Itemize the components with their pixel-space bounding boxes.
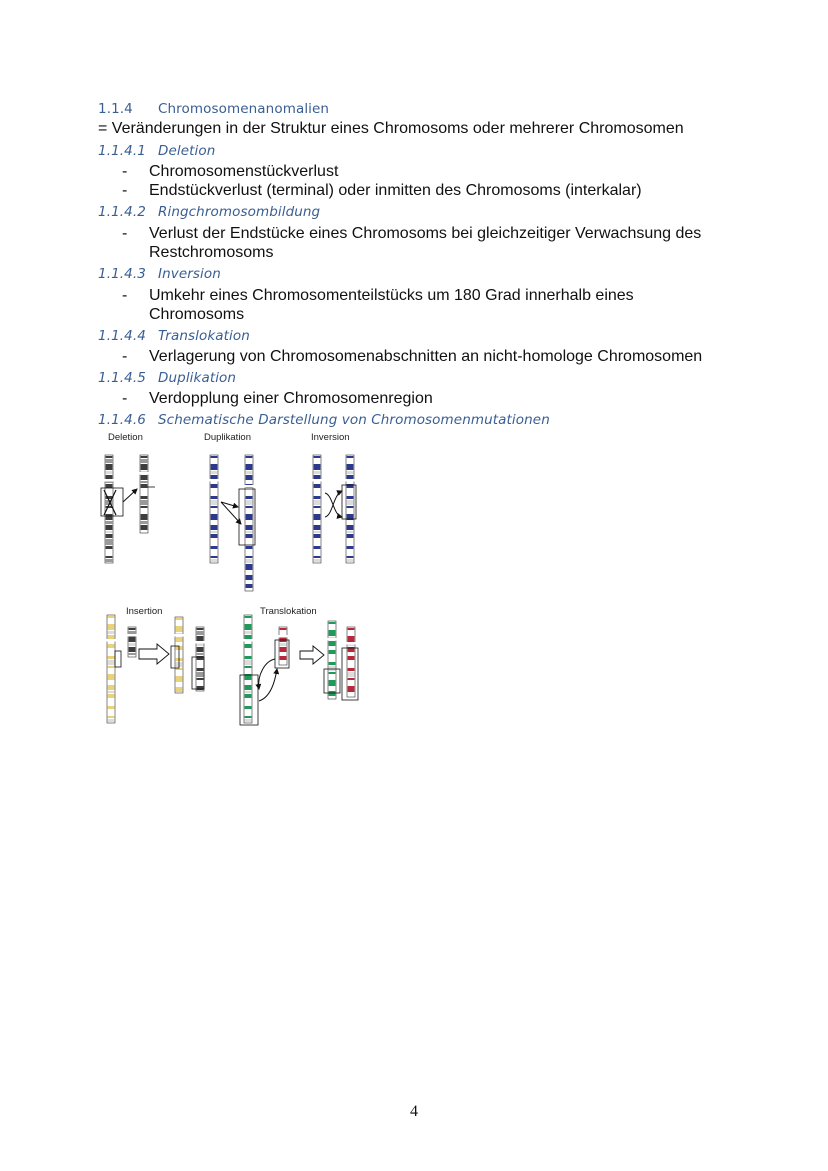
figure-label-deletion: Deletion — [108, 432, 143, 443]
list-item-text: Chromosomenstückverlust — [149, 163, 339, 180]
chromosome-inversion-original — [313, 455, 322, 563]
chromosome-mutation-diagram — [95, 445, 370, 735]
subsection-number: 1.1.4.5 — [98, 370, 146, 386]
subsection-heading-translocation — [98, 328, 250, 344]
chromosome-insertion-recipient — [107, 615, 116, 723]
subsection-number: 1.1.4.4 — [98, 328, 146, 344]
subsection-heading-inversion — [98, 266, 221, 282]
list-item-text: Umkehr eines Chromosomenteilstücks um 180 Grad innerhalb eines Chromosoms — [149, 287, 634, 323]
subsection-number: 1.1.4.6 — [98, 412, 146, 428]
chromosome-insertion-donor — [128, 627, 137, 657]
translocation-marks — [240, 640, 358, 725]
subsection-heading-duplication — [98, 370, 236, 386]
chromosome-translocation-a — [244, 615, 253, 723]
chromosome-translocation-result-a — [328, 621, 337, 699]
subsection-number: 1.1.4.1 — [98, 143, 146, 159]
figure-label-insertion: Insertion — [126, 606, 163, 617]
chromosome-deletion-original — [105, 455, 114, 563]
chromosome-insertion-result-b — [196, 627, 205, 691]
chromosome-translocation-result-b — [347, 627, 356, 697]
section-title: Chromosomenanomalien — [158, 101, 330, 117]
page-number: 4 — [410, 1103, 418, 1120]
figure-label-duplication: Duplikation — [204, 432, 251, 443]
definition-text: = Veränderungen in der Struktur eines Chromosoms oder mehrerer Chromosomen — [98, 120, 684, 137]
section-heading — [98, 101, 329, 117]
list-item-text: Verlagerung von Chromosomenabschnitten an nicht-homologe Chromosomen — [149, 348, 703, 365]
subsection-heading-ring — [98, 204, 320, 220]
subsection-title: Duplikation — [158, 370, 237, 386]
list-item-text: Endstückverlust (terminal) oder inmitten des Chromosoms (interkalar) — [149, 182, 642, 199]
chromosome-translocation-b — [279, 627, 288, 665]
chromosome-inversion-result — [346, 455, 355, 563]
subsection-title: Schematische Darstellung von Chromosomenmutationen — [158, 412, 550, 428]
subsection-number: 1.1.4.3 — [98, 266, 146, 282]
list-item-text: Verdopplung einer Chromosomenregion — [149, 390, 433, 407]
subsection-number: 1.1.4.2 — [98, 204, 146, 220]
subsection-title: Ringchromosombildung — [158, 204, 321, 220]
subsection-title: Inversion — [158, 266, 221, 282]
section-number: 1.1.4 — [98, 101, 133, 117]
figure-label-inversion: Inversion — [311, 432, 350, 443]
subsection-heading-deletion — [98, 143, 215, 159]
list-item-text: Verlust der Endstücke eines Chromosoms bei gleichzeitiger Verwachsung des Restchromosoms — [149, 225, 702, 261]
subsection-title: Translokation — [158, 328, 250, 344]
subsection-title: Deletion — [158, 143, 216, 159]
chromosome-duplication-result — [245, 455, 254, 591]
chromosome-duplication-original — [210, 455, 219, 563]
figure-label-translocation: Translokation — [260, 606, 317, 617]
subsection-heading-figure — [98, 412, 550, 428]
chromosome-deletion-result — [140, 455, 149, 533]
